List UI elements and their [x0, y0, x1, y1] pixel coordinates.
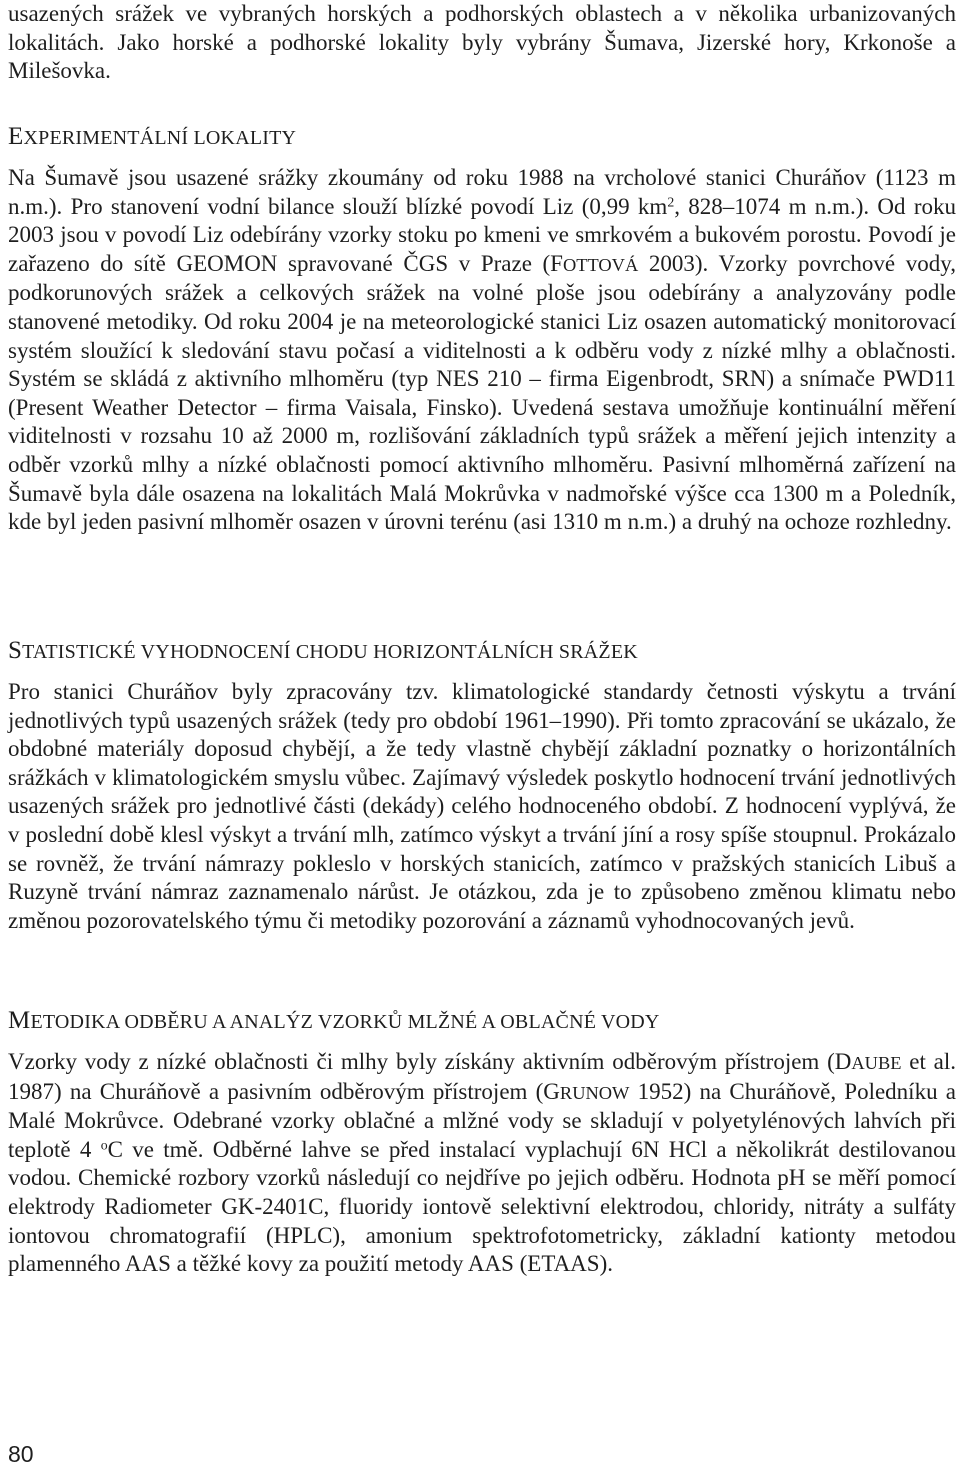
paragraph-text-run: , 828–1074 m n.m.). Od roku 2003 jsou v povodí Liz odebírány vzorky stoku po kmeni ve smrkovém a bukovém porostu. Povodí je zařazeno do sítě GEOMON spravované ČGS v Praze (F [8, 193, 956, 276]
paragraph-text-run: C ve tmě. Odběrné lahve se před instalací vyplachují 6N HCl a několikrát destilovanou vodou. Chemické rozbory vzorků následují co nejdříve po jejich odběru. Hodnota pH se měří pomocí elektrody Radiometer GK-2401C, fluoridy iontově selektivní elektrodou, chloridy, nitráty a sulfáty iontovou chromatografií (HPLC), amonium spektrofotometricky, základní kationty metodou plamenného AAS a těžké kovy za použití metody AAS (ETAAS). [8, 1136, 956, 1277]
paragraph-text-run: RUNOW [559, 1082, 630, 1103]
section-heading-experimental-sites [8, 122, 956, 153]
intro-paragraph: usazených srážek ve vybraných horských a podhorských oblastech a v několika urbanizovaných lokalitách. Jako horské a podhorské lokality byly vybrány Šumava, Jizerské hory, Krkonoše a Milešovka. [8, 1, 956, 84]
paragraph-experimental-sites [8, 164, 956, 537]
page-number: 80 [8, 1441, 34, 1467]
section-heading-statistical-evaluation [8, 636, 956, 667]
paragraph-text-run: Vzorky vody z nízké oblačnosti či mlhy byly získány aktivním odběrovým přístrojem (D [8, 1049, 852, 1074]
section-heading-sampling-methodology [8, 1006, 956, 1037]
heading-text-run: TATISTICKÉ VYHODNOCENÍ CHODU HORIZONTÁLNÍCH SRÁŽEK [22, 641, 638, 663]
heading-text-run: M [8, 1007, 31, 1034]
heading-text-run: ETODIKA ODBĚRU A ANALÝZ VZORKŮ MLŽNÉ A OBLAČNÉ VODY [30, 1011, 660, 1033]
heading-text-run: E [8, 123, 24, 150]
paragraph-text-run: 2003). Vzorky povrchové vody, podkorunových srážek a celkových srážek na volné ploše jsou odebírány a analyzovány podle stanovené metodiky. Od roku 2004 je na meteorologické stanici Liz osazen automatický monitorovací systém sloužící k sledování stavu počasí a viditelnosti a k odběru vody z nízké mlhy a oblačnosti. Systém se skládá z aktivního mlhoměru (typ NES 210 – firma Eigenbrodt, SRN) a snímače PWD11 (Present Weather Detector – firma Vaisala, Finsko). Uvedená sestava umožňuje kontinuální měření viditelnosti v rozsahu 10 až 2000 m, rozlišování základních typů srážek a měření jejich intenzity a odběr vzorků mlhy a nízké oblačnosti pomocí aktivního mlhoměru. Pasivní mlhoměrná zařízení na Šumavě byla dále osazena na lokalitách Malá Mokrůvka v nadmořské výšce cca 1300 m a Poledník, kde byl jeden pasivní mlhoměr osazen v úrovni terénu (asi 1310 m n.m.) a druhý na ochoze rozhledny. [8, 250, 956, 535]
paragraph-text-run: Na Šumavě jsou usazené srážky zkoumány od roku 1988 na vrcholové stanici Churáňov (1123 m n.m.). Pro stanovení vodní bilance slouží blízké povodí Liz (0,99 km [8, 165, 956, 219]
paragraph-text-run: Pro stanici Churáňov byly zpracovány tzv. klimatologické standardy četnosti výskytu a trvání jednotlivých typů usazených srážek (tedy pro období 1961–1990). Při tomto zpracování se ukázalo, že obdobné materiály doposud chybějí, a že tedy vlastně chybějí základní poznatky o horizontálních srážkách v klimatologickém smyslu vůbec. Zajímavý výsledek poskytlo hodnocení trvání jednotlivých usazených srážek pro jednotlivé části (dekády) celého hodnoceného období. Z hodnocení vyplývá, že v poslední době klesl výskyt a trvání mlh, zatímco výskyt a trvání jíní a rosy spíše stoupnul. Prokázalo se rovněž, že trvání námrazy pokleslo v horských stanicích, zatímco v pražských stanicích Libuš a Ruzyně trvání námraz zaznamenalo nárůst. Je otázkou, zda je to způsobeno změnou klimatu nebo změnou pozorovatelského týmu či metodiky pozorování a záznamů vyhodnocovaných jevů. [8, 679, 956, 933]
paragraph-text-run: 1952) na Churáňově, Poledníku a Malé Mokrůvce. Odebrané vzorky oblačné a mlžné vody se skladují v polyetylénových lahvích při teplotě 4 [8, 1078, 957, 1162]
paragraph-statistical-evaluation [8, 678, 956, 935]
paragraph-text-run: AUBE [851, 1053, 902, 1073]
paragraph-sampling-methodology [8, 1048, 956, 1279]
paragraph-superscript: o [100, 1137, 108, 1153]
paragraph-superscript: 2 [667, 194, 675, 210]
paragraph-text-run: OTTOVÁ [562, 254, 639, 275]
heading-text-run: S [8, 637, 23, 664]
paragraph-text-run: et al. 1987) na Churáňově a pasivním odběrovým přístrojem (G [8, 1049, 956, 1104]
heading-text-run: XPERIMENTÁLNÍ LOKALITY [23, 127, 297, 149]
